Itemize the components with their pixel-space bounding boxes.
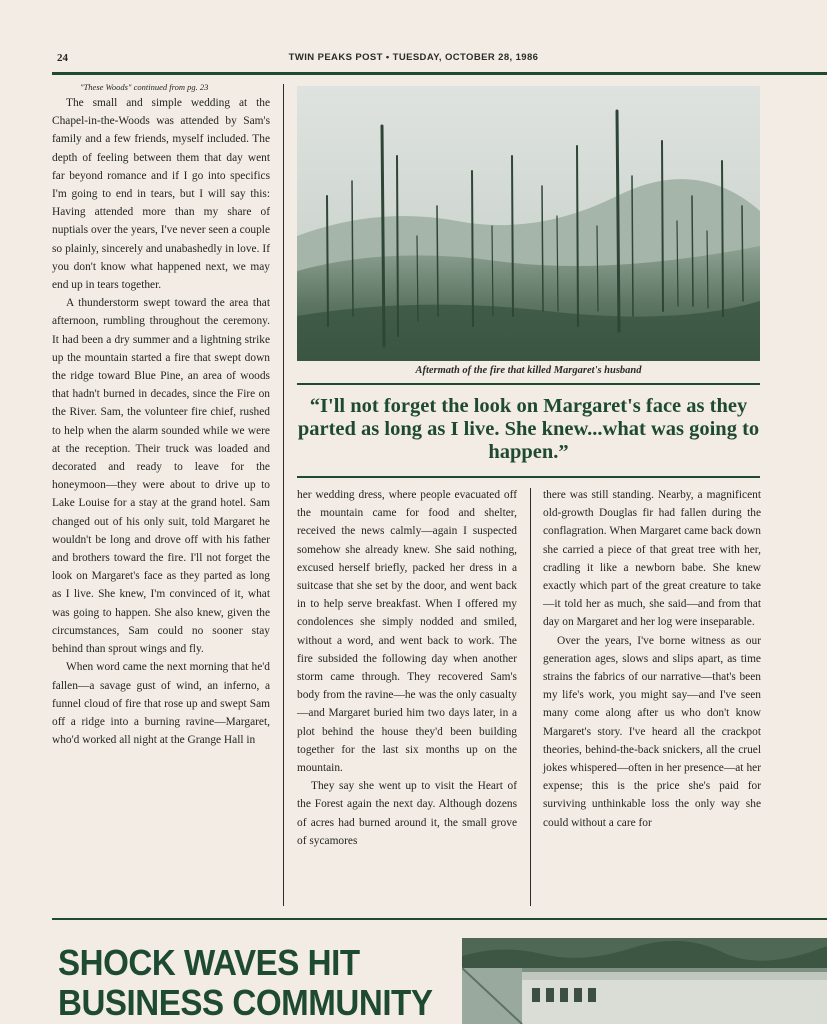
column-divider <box>530 488 531 906</box>
right-article-column <box>543 486 761 832</box>
header-rule <box>52 72 827 75</box>
continued-from-note: "These Woods" continued from pg. 23 <box>80 82 209 92</box>
train-photo <box>462 938 827 1024</box>
headline-line: BUSINESS COMMUNITY <box>58 982 433 1023</box>
article-paragraph: there was still standing. Nearby, a magnificent old-growth Douglas fir had fallen during the conflagration. When Margaret came back down she carried a piece of that great tree with her, cradling it like a newborn babe. She knew exactly which part of the great creature to take—it told her as much, she said—and from that day on Margaret and her log were inseparable. <box>543 489 761 629</box>
photo-caption: Aftermath of the fire that killed Margaret's husband <box>415 365 642 376</box>
pull-quote: “I'll not forget the look on Margaret's face as they parted as long as I live. She knew...what was going to happen.” <box>297 395 760 463</box>
article-paragraph: her wedding dress, where people evacuated off the mountain came for food and shelter, received the news calmly—again I suspected somehow she already knew. She said nothing, excused herself briefly, packed her dress in a suitcase that she set by the door, and went back in to help serve breakfast. When I offered my condolences she simply nodded and smiled, without a word, and went back to work. The fire subsided the following day when another storm came through. They recovered Sam's body from the ravine—he was the only casualty—and Margaret buried him two days later, in a plot behind the house they'd been building together for the last six months up on the mountain. <box>297 489 517 775</box>
article-paragraph: The small and simple wedding at the Chapel-in-the-Woods was attended by Sam's family and a few friends, myself included. The depth of feeling between them that day went far beyond romance and if I go into specifics I'm going to end in tears, but I will say this: Having attended more than my share of nuptials over the years, I've never seen a couple so plainly, sincerely and unabashedly in love. If you don't know what happened next, we may end up in tears together. <box>52 97 270 292</box>
newspaper-folio: TWIN PEAKS POST • TUESDAY, OCTOBER 28, 1986 <box>288 52 539 63</box>
article-paragraph: Over the years, I've borne witness as our generation ages, slows and slips apart, as time strains the fabrics of our narrative—that's been my life's work, you might say—and I've seen many come along after us who don't know Margaret's story. I've heard all the crackpot theories, behind-the-back snickers, all the cruel jokes whispered—often in her presence—at her expense; this is the price she's paid for surviving unthinkable loss the only way she could without a care for <box>543 634 761 829</box>
pullquote-top-rule <box>297 383 760 385</box>
headline-line: SHOCK WAVES HIT <box>58 942 360 983</box>
burned-forest-photo <box>297 86 760 361</box>
section-rule <box>52 918 827 920</box>
pullquote-bottom-rule <box>297 476 760 478</box>
article-paragraph: When word came the next morning that he'd fallen—a savage gust of wind, an inferno, a funnel cloud of fire that rose up and swept Sam off a ridge into a burning ravine—Margaret, who'd worked all night at the Grange Hall in <box>52 661 270 747</box>
column-divider <box>283 84 284 906</box>
article-paragraph: They say she went up to visit the Heart of the Forest again the next day. Although dozens of acres had burned around it, the small grove of sycamores <box>297 780 517 847</box>
page-number: 24 <box>57 52 68 64</box>
left-article-column <box>52 80 270 749</box>
article-paragraph: A thunderstorm swept toward the area that afternoon, rumbling throughout the ceremony. It had been a dry summer and a lightning strike up the mountain started a fire that swept down the ridge toward Blue Pine, an area of woods that hadn't burned in decades, since the Fire on the River. Sam, the volunteer fire chief, rushed to help when the alarm sounded while we were at the reception. Their truck was loaded and decorated and ready to leave for the honeymoon—they were about to drive up to Lake Louise for a stay at the grand hotel. Sam changed out of his only suit, told Margaret he wouldn't be long and drove off with his father and brothers toward the fire. I'll not forget the look on Margaret's face as they parted as long as I live. She knew, I'm convinced of it, what was going to happen. She also knew, given the circumstances, Sam could no sooner stay behind than sprout wings and fly. <box>52 297 270 656</box>
bottom-story-headline <box>58 943 432 1023</box>
middle-article-column <box>297 486 517 850</box>
